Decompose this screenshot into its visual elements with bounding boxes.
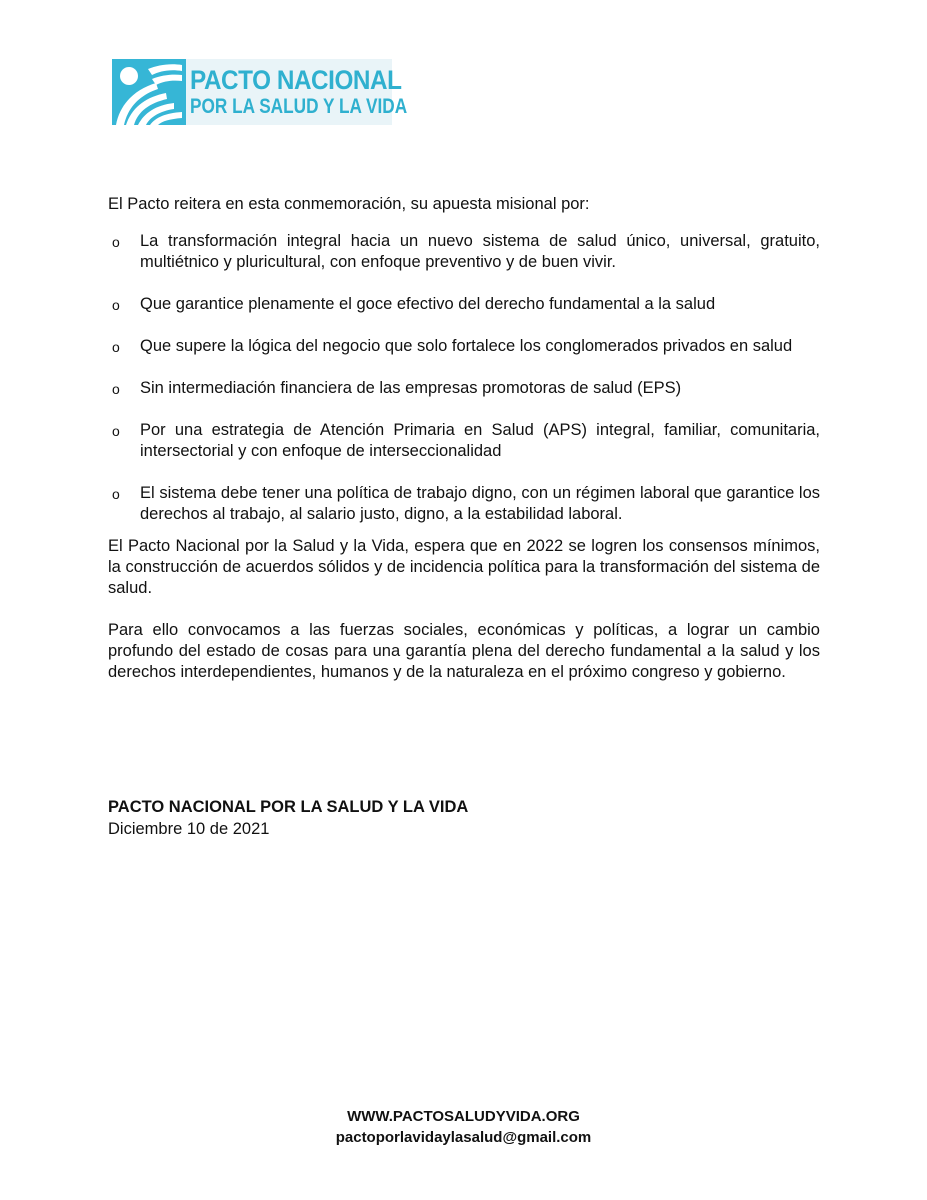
signature-name: PACTO NACIONAL POR LA SALUD Y LA VIDA	[108, 798, 469, 816]
bullet-marker: o	[112, 339, 120, 355]
logo-rays-icon	[112, 59, 186, 125]
list-item	[108, 231, 820, 273]
bullet-marker: o	[112, 297, 120, 313]
list-item	[108, 294, 820, 315]
logo-title: PACTO NACIONAL	[190, 65, 402, 95]
list-item	[108, 336, 820, 357]
bullet-marker: o	[112, 486, 120, 502]
list-item	[108, 420, 820, 462]
bullet-marker: o	[112, 381, 120, 397]
document-body	[108, 194, 820, 704]
logo-text	[186, 59, 408, 125]
list-item-text: Por una estrategia de Atención Primaria en Salud (APS) integral, familiar, comunitaria, intersectorial y con enfoque de interseccionalidad	[140, 421, 820, 460]
list-item-text: El sistema debe tener una política de trabajo digno, con un régimen laboral que garantice los derechos al trabajo, al salario justo, digno, a la estabilidad laboral.	[140, 484, 820, 523]
organization-logo	[112, 58, 408, 126]
bullet-marker: o	[112, 234, 120, 250]
list-item	[108, 378, 820, 399]
expectation-paragraph: El Pacto Nacional por la Salud y la Vida, espera que en 2022 se logren los consensos mínimos, la construcción de acuerdos sólidos y de incidencia política para la transformación del sistema de salud.	[108, 537, 820, 597]
logo-subtitle: POR LA SALUD Y LA VIDA	[190, 95, 408, 118]
list-item	[108, 483, 820, 525]
signature-block	[108, 796, 468, 840]
list-item-text: Que garantice plenamente el goce efectivo del derecho fundamental a la salud	[140, 295, 716, 313]
footer-email: pactoporlavidaylasalud@gmail.com	[335, 1129, 592, 1146]
list-item-text: La transformación integral hacia un nuevo sistema de salud único, universal, gratuito, multiétnico y pluricultural, con enfoque preventivo y de buen vivir.	[140, 232, 820, 271]
intro-paragraph: El Pacto reitera en esta conmemoración, su apuesta misional por:	[108, 195, 590, 213]
bullet-list	[108, 231, 820, 525]
footer-website: WWW.PACTOSALUDYVIDA.ORG	[347, 1108, 580, 1125]
call-to-action-paragraph: Para ello convocamos a las fuerzas sociales, económicas y políticas, a lograr un cambio profundo del estado de cosas para una garantía plena del derecho fundamental a la salud y los derechos interdependientes, humanos y de la naturaleza en el próximo congreso y gobierno.	[108, 621, 820, 681]
list-item-text: Sin intermediación financiera de las empresas promotoras de salud (EPS)	[140, 379, 682, 397]
bullet-marker: o	[112, 423, 120, 439]
list-item-text: Que supere la lógica del negocio que solo fortalece los conglomerados privados en salud	[140, 337, 793, 355]
signature-date: Diciembre 10 de 2021	[108, 820, 270, 838]
page-footer	[0, 1106, 927, 1148]
